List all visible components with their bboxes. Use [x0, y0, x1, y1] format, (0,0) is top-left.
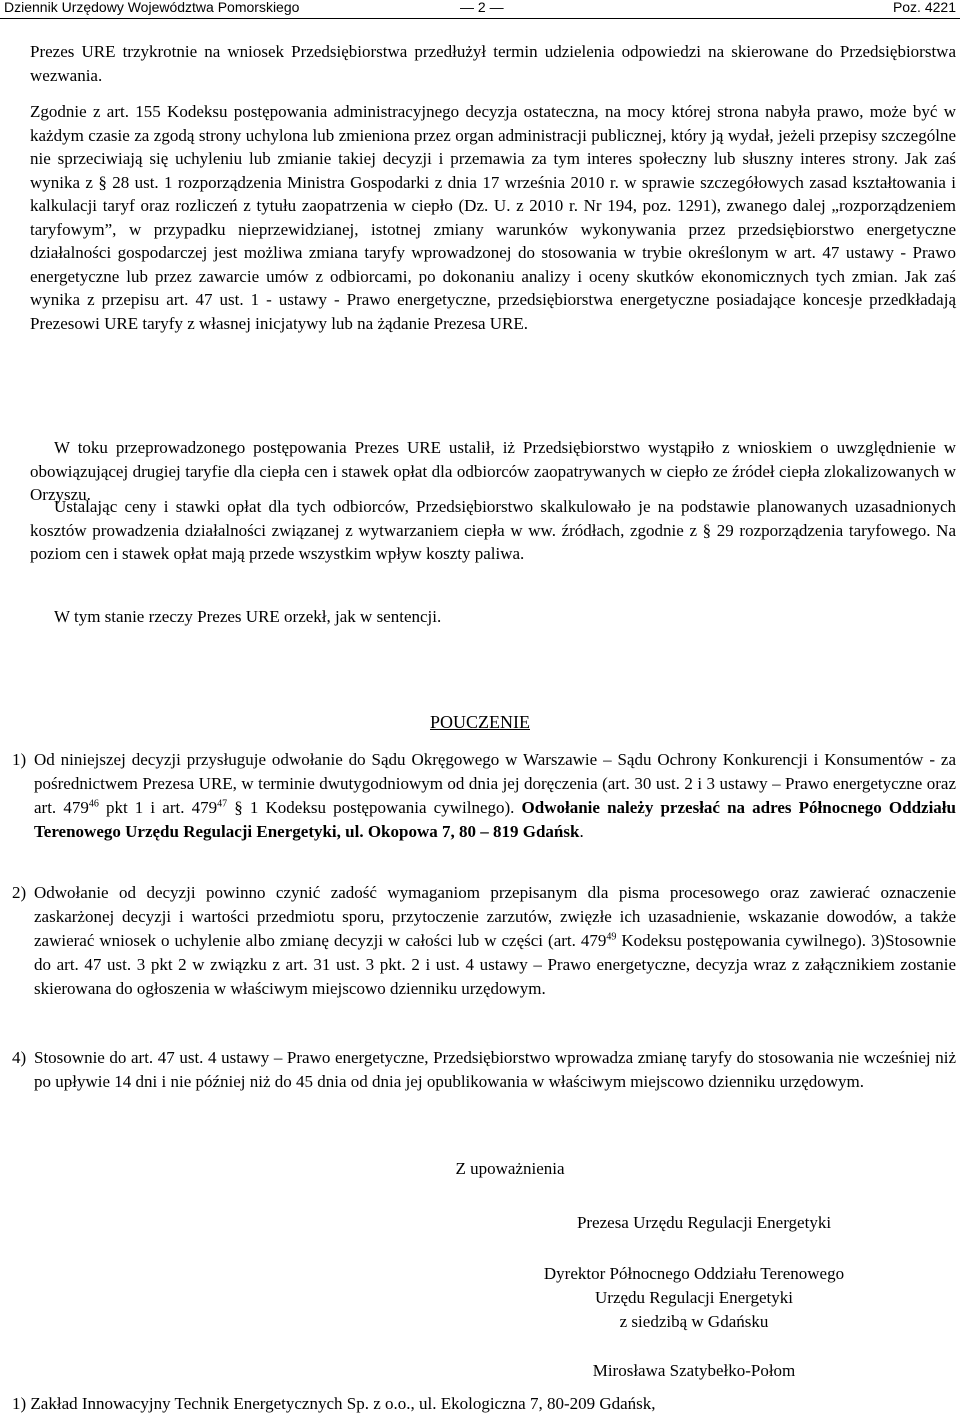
item-text-part: pkt 1 i art. 479: [98, 798, 218, 817]
paragraph-findings: W toku przeprowadzonego postępowania Prezes URE ustalił, iż Przedsiębiorstwo wystąpiło z wnioskiem o uwzględnienie w obowiązującej drugiej taryfie dla ciepła cen i stawek opłat dla odbiorców zaopatrywanych w ciepło ze źródeł ciepła zlokalizowanych w Orzyszu.: [30, 438, 956, 504]
instruction-item-1: [12, 748, 956, 844]
item-text-part: § 1 Kodeksu postępowania cywilnego).: [227, 798, 522, 817]
item-text: Stosownie do art. 47 ust. 4 ustawy – Prawo energetyczne, Przedsiębiorstwo wprowadza zmianę taryfy do stosowania nie wcześniej niż po upływie 14 dni i nie później niż do 45 dnia od dnia jej opublikowania w właściwym miejscowo dzienniku urzędowym.: [34, 1048, 956, 1091]
journal-title: Dziennik Urzędowy Województwa Pomorskiego: [4, 0, 300, 15]
instruction-item-2: [12, 881, 956, 1001]
superscript: 49: [606, 931, 617, 943]
footnote: 1) Zakład Innowacyjny Technik Energetycznych Sp. z o.o., ul. Ekologiczna 7, 80-209 Gdańsk,: [12, 1394, 656, 1413]
item-text-part: .: [579, 822, 584, 841]
item-number: 4): [12, 1048, 27, 1067]
signature-authorization: Z upoważnienia: [455, 1159, 565, 1178]
item-text-part: Kodeksu postępowania cywilnego). 3)Stosownie do art. 47 ust. 3 pkt 2 w związku z art. 31 ust. 3 pkt. 2 i ust. 4 ustawy – Prawo energetyczne, decyzja wraz z załącznikiem zostanie skierowana do ogłoszenia w właściwym miejscowo dzienniku urzędowym.: [34, 931, 957, 998]
superscript: 47: [217, 798, 228, 810]
item-text: [12, 881, 956, 1001]
item-text-part: Od niniejszej decyzji przysługuje odwołanie do Sądu Okręgowego w Warszawie – Sądu Ochrony Konkurencji i Konsumentów - za pośrednictwem Prezesa URE, w terminie dwutygodniowym od dnia jej doręczenia (art. 30 ust. 2 i 3 ustawy – Prawo energetyczne oraz art. 479: [34, 750, 956, 817]
item-text-part: Odwołanie od decyzji powinno czynić zadość wymaganiom przepisanym dla pisma procesowego oraz zawierać oznaczenie zaskarżonej decyzji i wartości przedmiotu sporu, przytoczenie zarzutów, zwięzłe ich uzasadnienie, wskazanie dowodów, a także zawierać wniosek o uchylenie albo zmianę decyzji w całości lub w części (art. 479: [34, 883, 956, 950]
superscript: 46: [88, 798, 99, 810]
appeal-address: Odwołanie należy przesłać na adres Północnego Oddziału Terenowego Urzędu Regulacji Energetyki, ul. Okopowa 7, 80 – 819 Gdańsk: [34, 798, 956, 841]
header-divider: [0, 18, 960, 19]
pouczenie-title: POUCZENIE: [430, 712, 530, 732]
paragraph-conclusion: W tym stanie rzeczy Prezes URE orzekł, jak w sentencji.: [54, 607, 442, 626]
paragraph-extension: Prezes URE trzykrotnie na wniosek Przedsiębiorstwa przedłużył termin udzielenia odpowiedzi na skierowane do Przedsiębiorstwa wezwania.: [30, 42, 956, 85]
instruction-item-4: [12, 1046, 956, 1094]
item-number: 1): [12, 750, 27, 769]
signature-role: Dyrektor Północnego Oddziału Terenowego: [543, 1264, 845, 1283]
page-header: [0, 0, 960, 20]
paragraph-legal-basis: Zgodnie z art. 155 Kodeksu postępowania administracyjnego decyzja ostateczna, na mocy której strona nabyła prawo, może być w każdym czasie za zgodą strony uchylona lub zmieniona przez organ administracji publicznej, który ją wydał, jeżeli przepisy szczególne nie sprzeciwiają się uchyleniu lub zmianie takiej decyzji i przemawia za tym interes społeczny lub słuszny interes strony. Jak zaś wynika z § 28 ust. 1 rozporządzenia Ministra Gospodarki z dnia 17 września 2010 r. w sprawie szczegółowych zasad kształtowania i kalkulacji taryf oraz rozliczeń z tytułu zaopatrzenia w ciepło (Dz. U. z 2010 r. Nr 194, poz. 1291), zwanego dalej „rozporządzeniem taryfowym”, w przypadku nieprzewidzianej, istotnej zmiany warunków wykonywania przez przedsiębiorstwo energetyczne działalności gospodarczej jest możliwa zmiana taryfy wprowadzonej do stosowania w trybie określonym w art. 47 ustawy - Prawo energetyczne lub przez zawarcie umów z odbiorcami, po dokonaniu analizy i oceny skutków ekonomicznych tych zmian. Jak zaś wynika z przepisu art. 47 ust. 1 - ustawy - Prawo energetyczne, przedsiębiorstwa energetyczne posiadające koncesje przedkładają Prezesowi URE taryfy z własnej inicjatywy lub na żądanie Prezesa URE.: [30, 102, 956, 333]
item-number: 2): [12, 883, 27, 902]
paragraph-prices: Ustalając ceny i stawki opłat dla tych odbiorców, Przedsiębiorstwo skalkulowało je na podstawie planowanych uzasadnionych kosztów prowadzenia działalności związanej z wytwarzaniem ciepła w ww. źródłach, zgodnie z § 29 rozporządzenia taryfowego. Na poziom cen i stawek opłat mają przede wszystkim wpływ koszty paliwa.: [30, 497, 956, 563]
position-number: Poz. 4221: [892, 0, 956, 15]
item-text: [12, 748, 956, 844]
signature-institution: Urzędu Regulacji Energetyki: [595, 1288, 793, 1307]
signature-office: Prezesa Urzędu Regulacji Energetyki: [576, 1213, 832, 1232]
page-number: — 2 —: [460, 0, 504, 15]
signatory-name: Mirosława Szatybełko-Połom: [592, 1361, 796, 1380]
signature-seat: z siedzibą w Gdańsku: [619, 1312, 769, 1331]
